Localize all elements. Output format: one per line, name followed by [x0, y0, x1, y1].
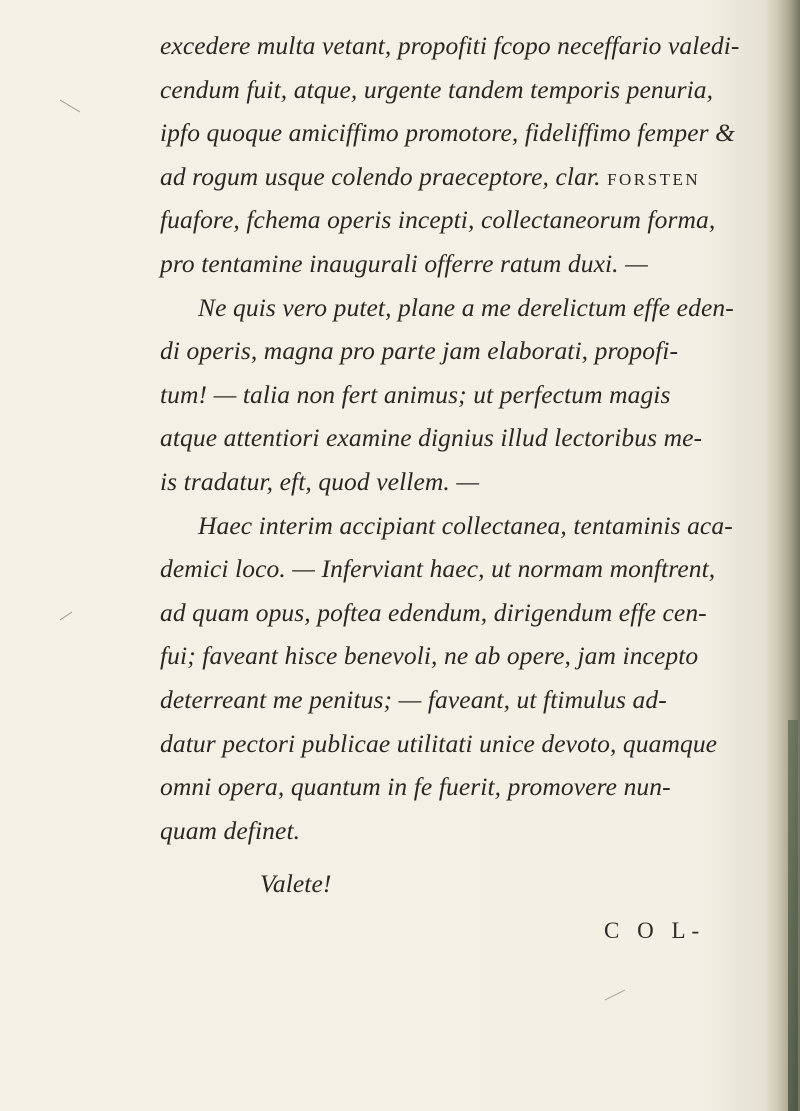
text-line: demici loco. — Inferviant haec, ut normam monftrent, — [160, 554, 716, 584]
text-line: omni opera, quantum in fe fuerit, promovere nun- — [160, 772, 671, 802]
text-line: pro tentamine inaugurali offerre ratum duxi. — — [160, 248, 648, 278]
text-line: atque attentiori examine dignius illud lectoribus me- — [160, 423, 703, 453]
text-line: ipfo quoque amiciffimo promotore, fideliffimo femper & — [160, 118, 736, 148]
text-line: quam definet. — [160, 815, 301, 845]
catchword: C O L- — [604, 918, 706, 943]
small-caps-name: FORSTEN — [607, 169, 701, 189]
text-line: Haec interim accipiant collectanea, tentaminis aca- — [198, 510, 733, 540]
text-line: tum! — talia non fert animus; ut perfectum magis — [160, 379, 671, 409]
text-line: cendum fuit, atque, urgente tandem temporis penuria, — [160, 74, 714, 104]
text-line: is tradatur, eft, quod vellem. — — [160, 466, 480, 496]
closing-valete: Valete! — [260, 869, 332, 899]
text-line: ad quam opus, poftea edendum, dirigendum effe cen- — [160, 597, 707, 627]
text-line: Ne quis vero putet, plane a me derelictum effe eden- — [198, 292, 734, 322]
text-line: fuafore, fchema operis incepti, collectaneorum forma, — [160, 205, 716, 235]
text-line-content: ad rogum usque colendo praeceptore, clar. — [160, 161, 601, 191]
text-line: deterreant me penitus; — faveant, ut ftimulus ad- — [160, 684, 667, 714]
text-line: di operis, magna pro parte jam elaborati, propofi- — [160, 336, 679, 366]
text-line: datur pectori publicae utilitati unice devoto, quamque — [160, 728, 718, 758]
text-line: fui; faveant hisce benevoli, ne ab opere, jam incepto — [160, 641, 699, 671]
text-line: excedere multa vetant, propofiti fcopo neceffario valedi- — [160, 31, 740, 60]
